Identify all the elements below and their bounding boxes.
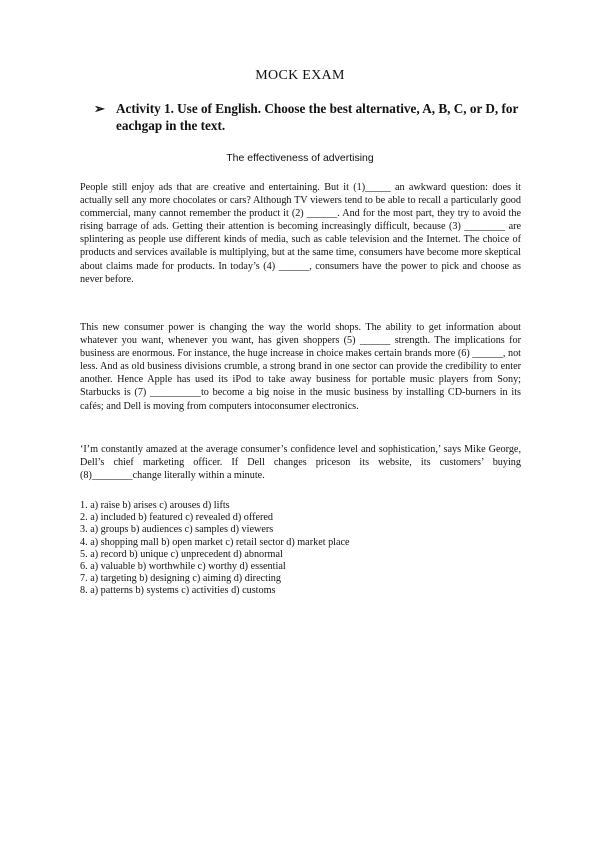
- activity-heading: [94, 100, 534, 134]
- option-line: 1. a) raise b) arises c) arouses d) lifts: [80, 500, 230, 511]
- option-line: 7. a) targeting b) designing c) aiming d) directing: [80, 573, 281, 585]
- option-line: 6. a) valuable b) worthwhile c) worthy d) essential: [80, 561, 286, 573]
- paragraph-3: ‘I’m constantly amazed at the average consumer’s confidence level and sophistication,’ says Mike George, Dell’s chief marketing officer. If Dell changes priceson its website, its customers’ buying (8)________change literally within a minute.: [80, 444, 521, 482]
- activity-instruction: Activity 1. Use of English. Choose the best alternative, A, B, C, or D, for eachgap in the text.: [116, 101, 519, 133]
- arrow-bullet-icon: ➢: [94, 101, 106, 116]
- paragraph-2: This new consumer power is changing the way the world shops. The ability to get information about whatever you want, whenever you want, has given shoppers (5) ______ strength. The implications for business are enormous. For instance, the huge increase in choice makes certain brands more (6) ______, not less. And as old business divisions crumble, a strong brand in one sector can provide the credibility to enter another. Hence Apple has used its iPod to take away business for portable music players from Sony; Starbucks is (7) __________to become a big noise in the music business by installing CD-burners in its cafés; and Dell is moving from computers intoconsumer electronics.: [80, 322, 521, 412]
- option-line: 2. a) included b) featured c) revealed d) offered: [80, 512, 273, 524]
- answer-options-list: [80, 500, 521, 598]
- page-title: MOCK EXAM: [255, 68, 345, 83]
- article-title: The effectiveness of advertising: [226, 152, 374, 164]
- option-line: 8. a) patterns b) systems c) activities d) customs: [80, 585, 276, 597]
- option-line: 5. a) record b) unique c) unprecedent d) abnormal: [80, 548, 283, 560]
- option-line: 3. a) groups b) audiences c) samples d) viewers: [80, 524, 274, 536]
- paragraph-1: People still enjoy ads that are creative and entertaining. But it (1)_____ an awkward question: does it actually sell any more chocolates or cars? Although TV viewers tend to be able to recall a particularly good commercial, many cannot remember the product it (2) ______. And for the most part, they try to avoid the rising barrage of ads. Getting their attention is becoming increasingly difficult, because (3) ________ are splintering as people use different kinds of media, such as cable television and the Internet. The choice of products and services available is multiplying, but at the same time, consumers have become more skeptical about claims made for products. In today’s (4) ______, consumers have the power to pick and choose as never before.: [80, 182, 521, 285]
- option-line: 4. a) shopping mall b) open market c) retail sector d) market place: [80, 536, 350, 548]
